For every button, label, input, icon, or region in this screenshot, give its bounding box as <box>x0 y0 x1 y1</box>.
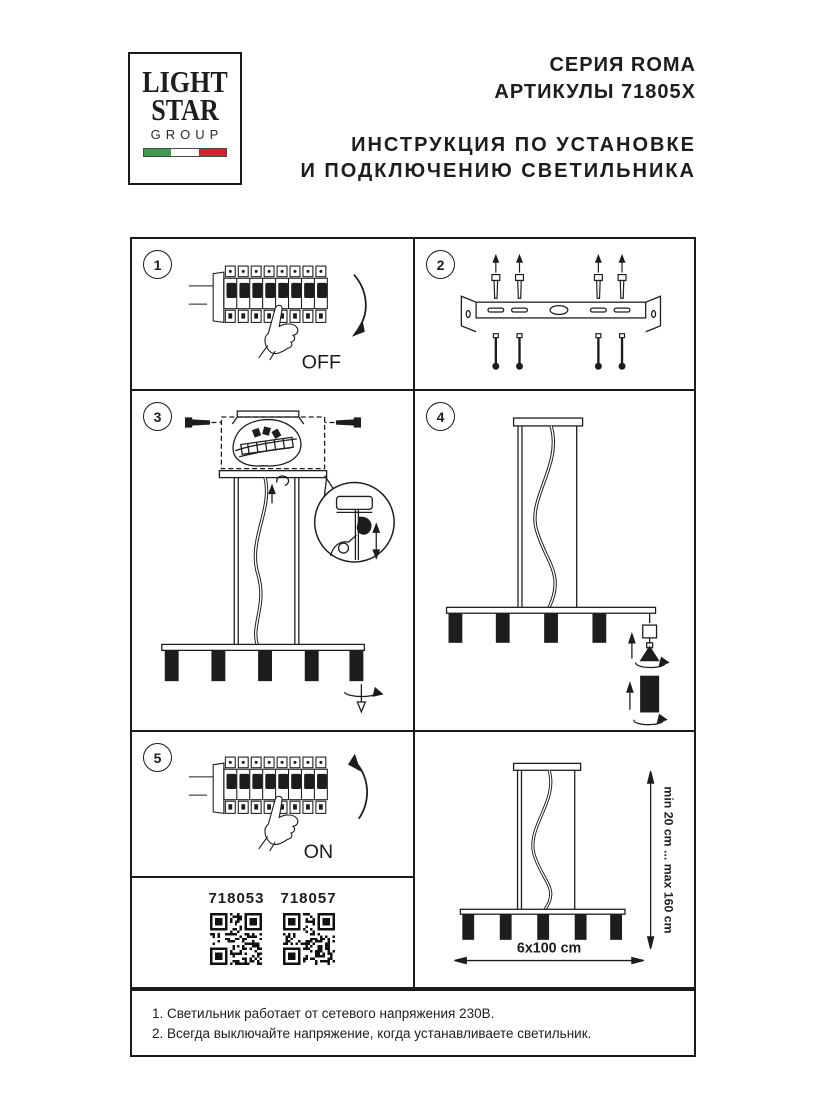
step5-panel <box>132 732 415 878</box>
fixture-bar <box>447 607 656 613</box>
step5-number-badge: 5 <box>143 743 172 772</box>
steps-grid <box>130 237 696 989</box>
step1-breaker-off-diagram <box>132 239 413 389</box>
wiring-balloon <box>233 420 301 466</box>
qr-item-718057 <box>281 890 337 965</box>
step3-ceiling-mount-diagram <box>132 391 413 730</box>
step2-panel <box>415 239 694 391</box>
qr-code <box>283 913 335 965</box>
on-label: ON <box>303 841 334 864</box>
lamp-shades <box>449 613 607 643</box>
width-label: 6x100 cm <box>516 940 582 957</box>
arrow-down-icon <box>352 275 366 337</box>
power-cable <box>255 478 266 645</box>
rotate-down-arrow-icon <box>344 684 382 712</box>
instruction-title-line1: ИНСТРУКЦИЯ ПО УСТАНОВКЕ <box>351 134 696 156</box>
articles-title: АРТИКУЛЫ 71805X <box>494 81 696 103</box>
series-title: СЕРИЯ ROMA <box>549 54 696 76</box>
arrow-up-icon <box>348 754 367 819</box>
flag-green-stripe <box>144 149 171 156</box>
side-screw-right-icon <box>325 418 361 427</box>
canopy-bar <box>514 418 583 426</box>
suspension-rods <box>518 426 577 607</box>
step5-breaker-on-diagram <box>132 732 413 876</box>
width-dimension <box>454 958 643 964</box>
step2-number-badge: 2 <box>426 250 455 279</box>
flag-white-stripe <box>171 149 198 156</box>
step1-number-badge: 1 <box>143 250 172 279</box>
instruction-title-line2: И ПОДКЛЮЧЕНИЮ СВЕТИЛЬНИКА <box>300 160 696 182</box>
step3-panel <box>132 391 415 732</box>
lamp-shades <box>165 650 364 681</box>
circuit-breaker-icon <box>189 266 328 322</box>
qr-label: 718053 <box>208 890 265 907</box>
italian-flag-icon <box>143 148 227 157</box>
fixture-bar <box>460 909 625 914</box>
off-label: OFF <box>301 351 342 374</box>
screws-with-arrows <box>492 254 626 298</box>
canopy-plate <box>219 471 326 478</box>
fixture-dimensions-diagram <box>415 732 694 987</box>
lamp-shades <box>462 914 622 940</box>
flag-red-stripe <box>199 149 226 156</box>
height-dimension <box>648 771 654 948</box>
side-screw-left-icon <box>186 418 222 427</box>
magnifier-detail <box>315 476 394 562</box>
circuit-breaker-icon <box>189 757 327 813</box>
exploded-lamp-detail <box>627 613 668 724</box>
qr-item-718053 <box>208 890 264 965</box>
qr-label: 718057 <box>280 890 337 907</box>
note-line-1: 1. Светильник работает от сетевого напряжения 230В. <box>152 1006 495 1021</box>
step4-assembly-diagram <box>415 391 694 730</box>
suspension-rods <box>518 770 575 909</box>
power-cable <box>535 426 555 607</box>
dimensions-panel <box>415 732 694 987</box>
wall-anchors <box>492 334 625 370</box>
step4-panel <box>415 391 694 732</box>
logo-word-group: GROUP <box>150 127 224 142</box>
mounting-bracket-icon <box>461 296 660 331</box>
fixture-bar <box>162 644 365 650</box>
small-up-arrow-icon <box>269 476 289 503</box>
step3-number-badge: 3 <box>143 402 172 431</box>
step1-panel <box>132 239 415 391</box>
power-cable <box>533 770 551 909</box>
qr-panel <box>132 878 415 987</box>
height-range-label: min 20 cm ... max 160 cm <box>661 786 676 934</box>
header-text <box>300 52 696 184</box>
step2-bracket-diagram <box>415 239 694 389</box>
note-line-2: 2. Всегда выключайте напряжение, когда устанавливаете светильник. <box>152 1026 592 1041</box>
logo-word-light: LIGHT <box>142 64 228 99</box>
notes-box <box>130 989 696 1057</box>
qr-code <box>210 913 262 965</box>
lightstar-logo <box>128 52 242 185</box>
canopy-bar <box>514 763 581 770</box>
step4-number-badge: 4 <box>426 402 455 431</box>
logo-word-star: STAR <box>151 92 219 127</box>
